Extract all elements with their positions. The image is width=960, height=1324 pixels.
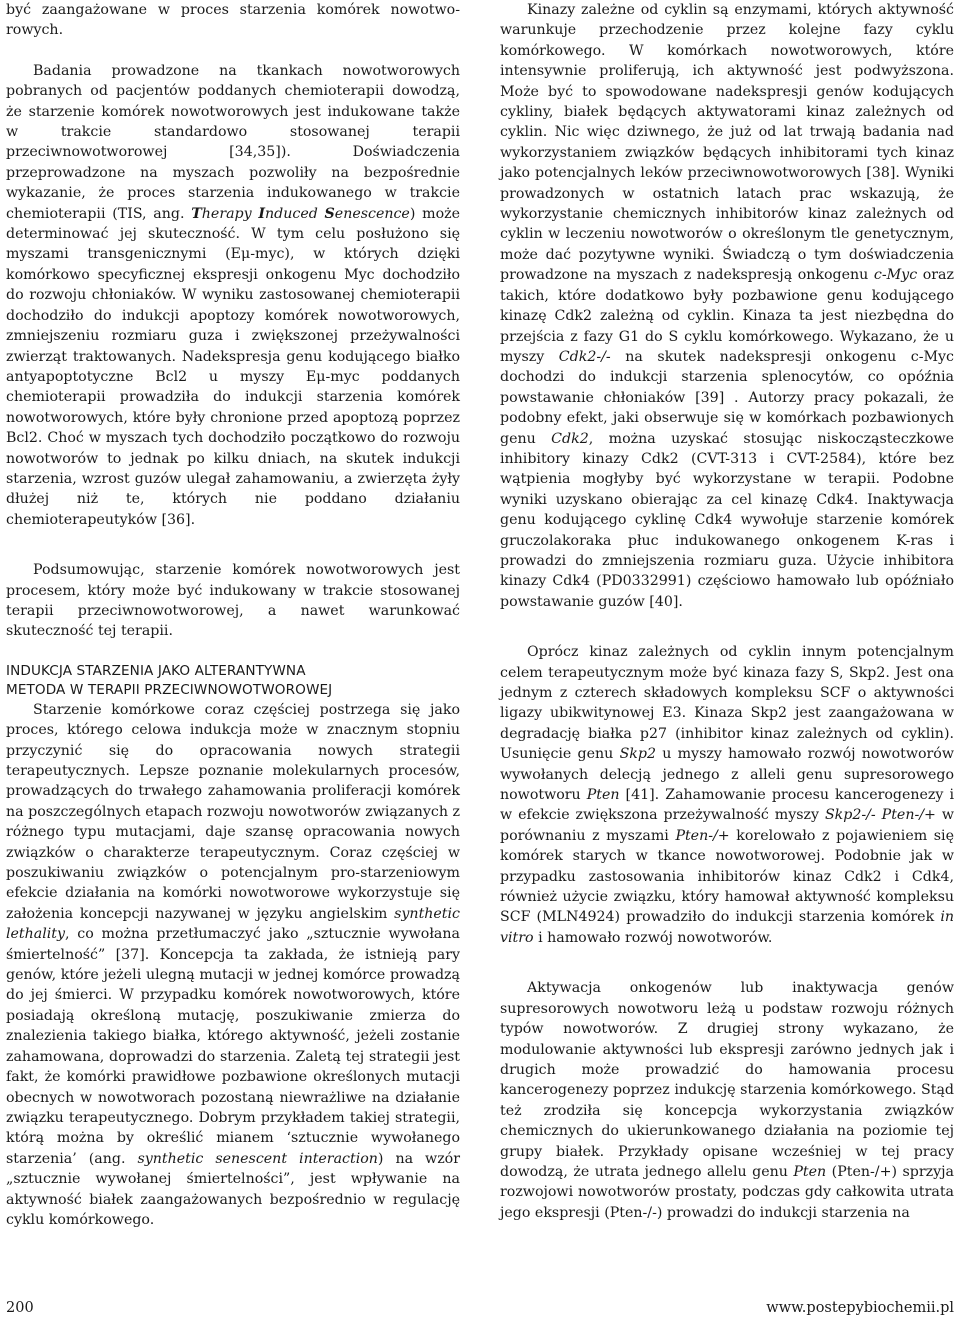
page-number: 200 [6, 1300, 34, 1316]
left-column [6, 0, 460, 1230]
paragraph: Starzenie komórkowe coraz częściej postrzega się jako proces, którego celowa indukcja może w znacznym stopniu przyczynić się do opracowania nowych strategii terapeutycznych. Lepsze poznanie molekularnych procesów, prowadzących do trwałego zahamowania proliferacji komórek na poszczególnych etapach rozwoju nowotworów związanych z różnego typu mutacjami, daje szansę opracowania nowych związków o charakterze terapeutycznym. Coraz częściej w poszukiwaniu związków o potencjalnym pro-starzeniowym efekcie działania na komórki nowotworowe wykorzystuje się założenia koncepcji nazywanej w języku angielskim synthetic lethality, co można przetłumaczyć jako „sztucznie wywołana śmiertelność” [37]. Koncepcja ta zakłada, że istnieją pary genów, które jeżeli ulegną mutacji w jednej komórce prowadzą do jej śmierci. W przypadku komórek nowotworowych, które posiadają określoną mutację, poszukiwanie zmierza do znalezienia takiego białka, którego aktywność, jeżeli zostanie zahamowana, doprowadzi do starzenia. Zaletą tej strategii jest fakt, że komórki prawidłowe pozbawione określonych mutacji obecnych w nowotworach pozostaną niewrażliwe na działanie związku terapeutycznego. Dobrym przykładem takiej strategii, którą można by określić mianem ‘sztucznie wywołanego starzenia’ (ang. synthetic senescent interaction) na wzór „sztucznie wywołanej śmiertelności”, jest wpływanie na aktywność białek zaangażowanych bezpośrednio w regulację cyklu komórkowego. [6, 701, 460, 1228]
paragraph: Podsumowując, starzenie komórek nowotworowych jest procesem, który może być indukowany w trakcie stosowanej terapii przeciwnowotworowej, a nawet warunkować skuteczność tej terapii. [6, 562, 460, 640]
section-heading: INDUKCJA STARZENIA JAKO ALTERANTYWNA METODA W TERAPII PRZECIWNOWOTWOROWEJ [6, 662, 333, 698]
website-link[interactable]: www.postepybiochemii.pl [766, 1300, 954, 1316]
paragraph: być zaangażowane w proces starzenia komórek nowotwo-rowych. [6, 2, 460, 39]
paragraph: Aktywacja onkogenów lub inaktywacja genów supresorowych nowotworu leżą u podstaw rozwoju różnych typów nowotworów. Z drugiej strony wykazano, że modulowanie aktywności lub ekspresji zarówno jednych jak i drugich może prowadzić do hamowania procesu kancerogenezy poprzez indukcję starzenia komórkowego. Stąd też zrodziła się koncepcja wykorzystania związków chemicznych do ukierunkowanego działania na poziomie tej grupy białek. Przykłady opisane wcześniej w tej pracy dowodzą, że utrata jednego allelu genu Pten (Pten-/+) sprzyja rozwojowi nowotworów prostaty, podczas gdy całkowita utrata jego ekspresji (Pten-/-) prowadzi do indukcji starzenia na [500, 980, 954, 1221]
paragraph: Oprócz kinaz zależnych od cyklin innym potencjalnym celem terapeutycznym może być kinaza fazy S, Skp2. Jest ona jednym z czterech składowych kompleksu SCF o aktywności ligazy ubikwitynowej E3. Kinaza Skp2 jest zaangażowana w degradację białka p27 (inhibitor kinaz zależnych od cyklin). Usunięcie genu Skp2 u myszy hamowało rozwój nowotworów wywołanych delecją jednego z alleli genu supresorowego nowotworu Pten [41]. Zahamowanie procesu kancerogenezy i w efekcie zwiększona przeżywalność myszy Skp2-/- Pten-/+ w porównaniu z myszami Pten-/+ korelowało z pojawieniem się komórek starych w tkance nowotworowej. Podobnie jak w przypadku zastosowania inhibitorów kinaz Cdk2 i Cdk4, również użycie związku, który hamował aktywność kompleksu SCF (MLN4924) prowadziło do indukcji starzenia komórek in vitro i hamowało rozwój nowotworów. [500, 644, 955, 946]
page-footer [6, 1300, 954, 1320]
right-column [500, 0, 954, 1223]
paragraph: Kinazy zależne od cyklin są enzymami, których aktywność warunkuje przechodzenie przez kolejne fazy cyklu komórkowego. W komórkach nowotworowych, które intensywnie proliferują, ich aktywność jest podwyższona. Może być to spowodowane nadekspresji genów kodujących cykliny, białek będących aktywatorami kinaz zależnych od cyklin. Nic więc dziwnego, że już od lat trwają badania nad wykorzystaniem związków będących inhibitorami tych kinaz jako potencjalnych leków przeciwnowotworowych [38]. Wyniki prowadzonych w ostatnich latach prac wskazują, że wykorzystanie chemicznych inhibitorów kinaz zależnych od cyklin w leczeniu nowotworów o określonym tle genetycznym, może dać pozytywne wyniki. Świadczą o tym doświadczenia prowadzone na myszach z nadekspresją onkogenu c-Myc oraz takich, które dodatkowo były pozbawione genu kodującego kinazę Cdk2 zależną od cyklin. Kinaza ta jest niezbędna do przejścia z fazy G1 do S cyklu komórkowego. Wykazano, że u myszy Cdk2-/- na skutek nadekspresji onkogenu c-Myc dochodzi do indukcji starzenia splenocytów, co opóźnia powstawanie chłoniaków [39] . Autorzy pracy pokazali, że podobny efekt, jaki obserwuje się w komórkach pozbawionych genu Cdk2, można uzyskać stosując niskocząsteczkowe inhibitory kinazy Cdk2 (CVT-313 i CVT-2584), które bez wątpienia mogłyby być wykorzystane w terapii. Podobne wyniki uzyskano obierając za cel kinazę Cdk4. Inaktywacja genu kodującego cyklinę Cdk4 wywołuje starzenie komórek gruczolakoraka płuc indukowanego onkogenem K-ras i prowadzi do zmniejszenia rozmiaru guza. Użycie inhibitora kinazy Cdk4 (PD0332991) częściowo hamowało lub opóźniało powstawanie guzów [40]. [500, 2, 954, 610]
paragraph: Badania prowadzone na tkankach nowotworowych pobranych od pacjentów poddanych chemioterapii dowodzą, że starzenie komórek nowotworowych jest indukowane także w trakcie standardowo stosowanej terapii przeciwnowotworowej [34,35]). Doświadczenia przeprowadzone na myszach pozwoliły na bezpośrednie wykazanie, że proces starzenia indukowanego w trakcie chemioterapii (TIS, ang. Therapy Induced Senescence) może determinować jej skuteczność. W tym celu posłużono się myszami transgenicznymi (Eμ-myc), w których dzięki komórkowo specyficznej ekspresji onkogenu Myc dochodziło do rozwoju chłoniaków. W wyniku zastosowanej chemioterapii dochodziło do indukcji apoptozy komórek nowotworowych, zmniejszeniu rozmiaru guza i zwiększonej przeżywalności zwierząt traktowanych. Nadekspresja genu kodującego białko antyapoptotyczne Bcl2 u myszy Eμ-myc poddanych chemioterapii prowadziła do indukcji starzenia komórek nowotworowych, które były chronione przed apoptozą poprzez Bcl2. Choć w myszach tych dochodziło początkowo do rozwoju nowotworów to jednak po kilku dniach, na skutek indukcji starzenia, wzrost guzów ulegał zahamowaniu, a zwierzęta żyły dłużej niż te, których nie poddano działaniu chemioterapeutyków [36]. [6, 62, 460, 528]
